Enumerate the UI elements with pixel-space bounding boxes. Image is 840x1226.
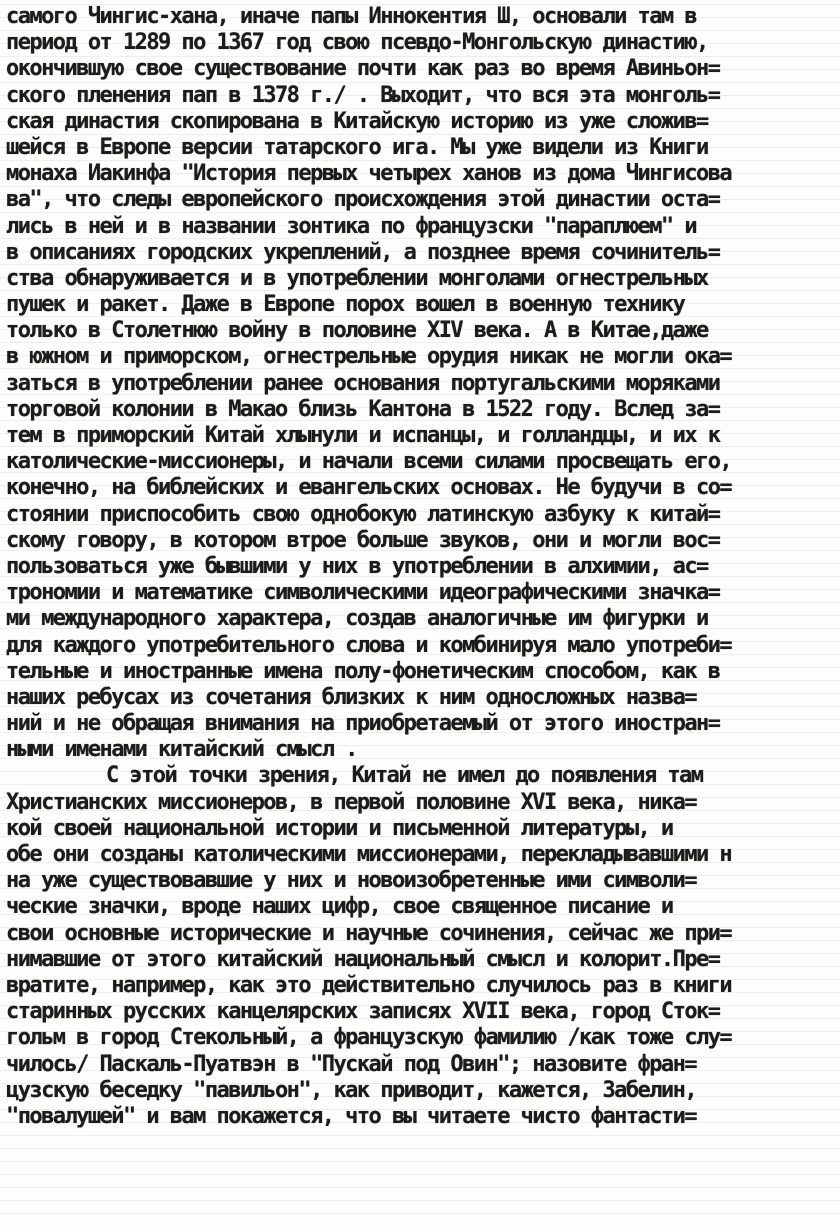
text-line: ского пленения пап в 1378 г./ . Выходит, что вся эта монголь= — [6, 82, 720, 108]
text-line: ва", что следы европейского происхождения этой династии оста= — [6, 187, 720, 213]
text-line: стоянии приспособить свою однобокую латинскую азбуку к китай= — [6, 501, 720, 527]
text-line: "повалушей" и вам покажется, что вы читаете чисто фантасти= — [6, 1103, 697, 1129]
text-line: ческие значки, вроде наших цифр, свое священное писание и — [6, 894, 673, 920]
text-line: обе они созданы католическими миссионерами, перекладывавшими н — [6, 842, 732, 867]
text-line: вратите, например, как это действительно случилось раз в книги — [6, 972, 732, 998]
text-line: С этой точки зрения, Китай не имел до появления там — [106, 763, 703, 789]
text-line: тельные и иностранные имена полу-фонетическим способом, как в — [6, 658, 720, 684]
text-line: ства обнаруживается и в употреблении монголами огнестрельных — [6, 265, 708, 291]
text-line: тем в приморский Китай хлынули и испанцы, и голландцы, и их к — [6, 423, 720, 448]
text-line: только в Столетнюю войну в половине XIV века. А в Китае,даже — [6, 318, 708, 344]
text-line: в описаниях городских укреплений, а позднее время сочинитель= — [6, 239, 720, 265]
text-line: свои основные исторические и научные сочинения, сейчас же при= — [6, 920, 732, 946]
text-line: трономии и математике символическими идеографическими значка= — [6, 580, 720, 606]
text-line: торговой колонии в Макао близь Кантона в 1522 году. Вслед за= — [6, 396, 720, 422]
text-line: кой своей национальной истории и письменной литературы, и — [6, 815, 673, 841]
text-line: самого Чингис-хана, иначе папы Иннокентия Ш, основали там в — [6, 4, 697, 29]
text-line: ными именами китайский смысл . — [6, 737, 357, 763]
text-line: для каждого употребительного слова и комбинируя мало употреби= — [6, 632, 732, 658]
paragraph-p2 — [6, 763, 840, 1130]
text-line: в южном и приморском, огнестрельные орудия никак не могли ока= — [6, 344, 732, 370]
text-line: лись в ней и в названии зонтика по французски "параплюем" и — [6, 213, 697, 239]
text-line: цузскую беседку "павильон", как приводит, кажется, Забелин, — [6, 1077, 697, 1103]
text-line: ская династия скопирована в Китайскую историю из уже сложив= — [6, 108, 708, 134]
paragraph-p1 — [6, 4, 840, 763]
text-line: монаха Иакинфа "История первых четырех ханов из дома Чингисова — [6, 161, 732, 187]
text-line: наших ребусах из сочетания близких к ним односложных назва= — [6, 684, 697, 710]
text-line: Христианских миссионеров, в первой половине XVI века, ника= — [6, 789, 697, 815]
text-line: ний и не обращая внимания на приобретаемый от этого иностран= — [6, 711, 720, 737]
text-line: ми международного характера, создав аналогичные им фигурки и — [6, 606, 708, 632]
text-line: старинных русских канцелярских записях XVII века, город Сток= — [6, 999, 720, 1025]
text-line: католические-миссионеры, и начали всеми силами просвещать его, — [6, 449, 732, 475]
text-line: нимавшие от этого китайский национальный смысл и колорит.Пре= — [6, 946, 720, 972]
page-text — [6, 4, 840, 1130]
text-line: период от 1289 по 1367 год свою псевдо-Монгольскую династию, — [6, 30, 708, 56]
text-line: на уже существовавшие у них и новоизобретенные ими символи= — [6, 868, 697, 894]
text-line: окончившую свое существование почти как раз во время Авиньон= — [6, 56, 720, 82]
text-line: шейся в Европе версии татарского ига. Мы уже видели из Книги — [6, 134, 708, 160]
text-line: пользоваться уже бывшими у них в употреблении в алхимии, ас= — [6, 553, 708, 579]
text-line: скому говору, в котором втрое больше звуков, они и могли вос= — [6, 527, 720, 553]
text-line: чилось/ Паскаль-Пуатвэн в "Пускай под Овин"; назовите фран= — [6, 1051, 697, 1077]
text-line: гольм в город Стекольный, а французскую фамилию /как тоже слу= — [6, 1025, 732, 1051]
text-line: заться в употреблении ранее основания португальскими моряками — [6, 370, 720, 396]
text-line: конечно, на библейских и евангельских основах. Не будучи в со= — [6, 475, 732, 501]
text-line: пушек и ракет. Даже в Европе порох вошел в военную технику — [6, 292, 685, 318]
